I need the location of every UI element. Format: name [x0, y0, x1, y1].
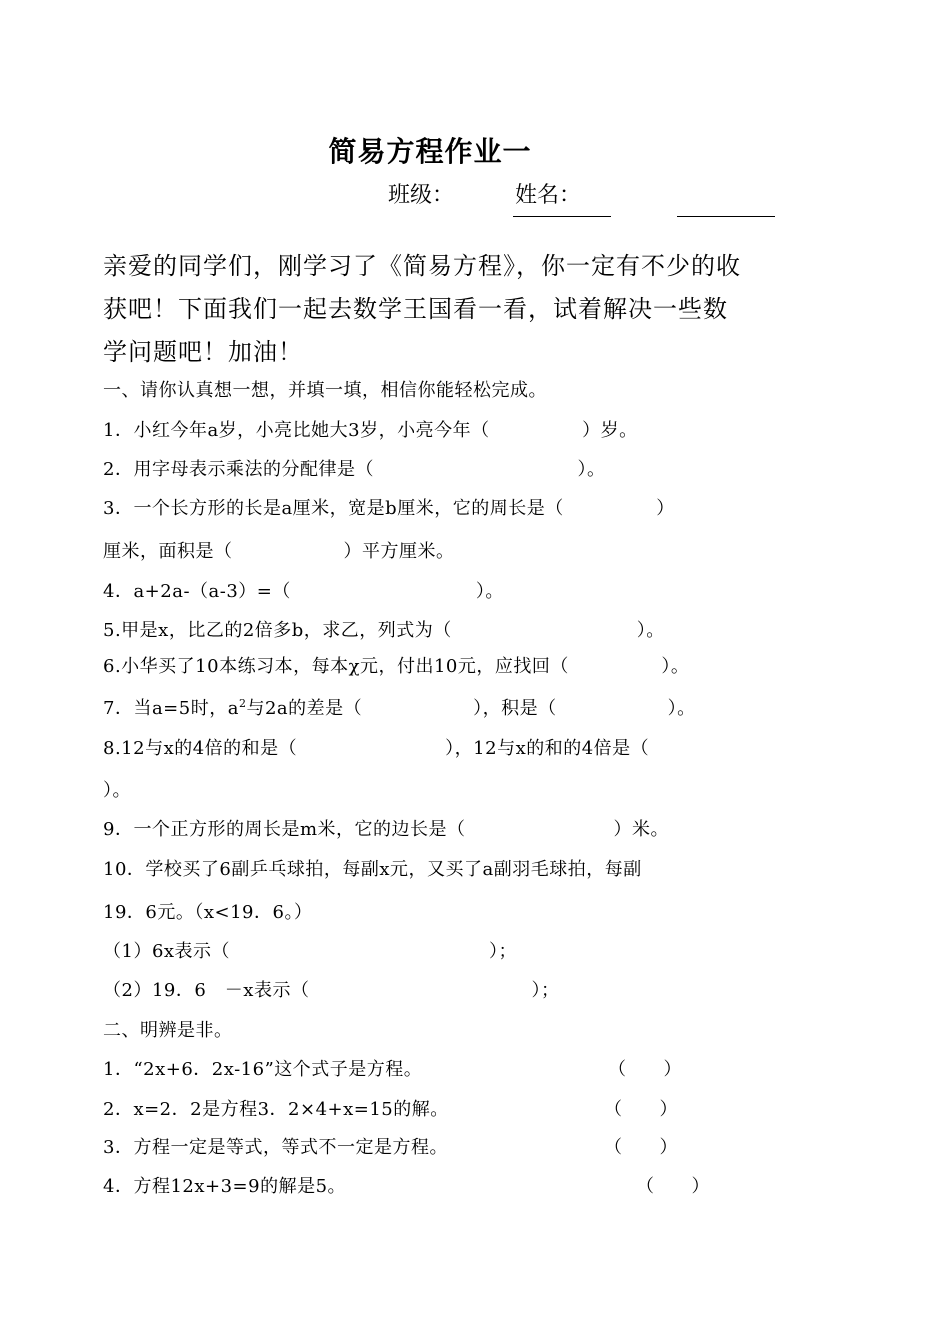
- page-title: 简易方程作业一: [328, 135, 532, 168]
- intro-line-1: 亲爱的同学们，刚学习了《简易方程》，你一定有不少的收: [103, 252, 741, 280]
- fill-question-3b: 厘米，面积是（ ）平方厘米。: [103, 541, 455, 562]
- fill-question-4: 4．a+2a-（a-3）=（ ）。: [103, 581, 504, 602]
- judge-answer-paren-3[interactable]: （ ）: [604, 1137, 678, 1158]
- judge-question-3: 3．方程一定是等式，等式不一定是方程。: [103, 1137, 448, 1158]
- fill-question-6: 6.小华买了10本练习本，每本χ元，付出10元，应找回（ ）。: [103, 656, 690, 677]
- judge-question-2: 2．x=2．2是方程3．2×4+x=15的解。: [103, 1099, 449, 1120]
- judge-answer-paren-2[interactable]: （ ）: [604, 1099, 678, 1120]
- fill-question-1: 1．小红今年a岁，小亮比她大3岁，小亮今年（ ）岁。: [103, 420, 638, 441]
- judge-question-1: 1．“2x+6．2x-16”这个式子是方程。: [103, 1059, 423, 1080]
- intro-line-3: 学问题吧！加油！: [103, 338, 303, 366]
- fill-question-3a: 3．一个长方形的长是a厘米，宽是b厘米，它的周长是（ ）: [103, 498, 675, 519]
- fill-question-10b: 19．6元。（x<19．6。）: [103, 902, 313, 923]
- fill-question-5: 5.甲是x，比乙的2倍多b，求乙，列式为（ ）。: [103, 620, 665, 641]
- fill-question-2: 2．用字母表示乘法的分配律是（ ）。: [103, 459, 606, 480]
- q7-suffix: 与2a的差是（ ），积是（ ）。: [246, 698, 696, 719]
- fill-question-10a: 10．学校买了6副乒乓球拍，每副x元，又买了a副羽毛球拍，每副: [103, 859, 642, 880]
- judge-answer-paren-4[interactable]: （ ）: [636, 1176, 710, 1197]
- fill-question-7: [103, 694, 696, 720]
- intro-line-2: 获吧！下面我们一起去数学王国看一看，试着解决一些数: [103, 295, 728, 323]
- judge-answer-paren-1[interactable]: （ ）: [608, 1059, 682, 1080]
- class-blank-line[interactable]: [513, 216, 611, 217]
- section2-heading: 二、明辨是非。: [103, 1020, 233, 1041]
- fill-question-8a: 8.12与x的4倍的和是（ ），12与x的和的4倍是（: [103, 738, 650, 759]
- name-label: 姓名：: [515, 183, 582, 208]
- name-blank-line[interactable]: [677, 216, 775, 217]
- section1-heading: 一、请你认真想一想，并填一填，相信你能轻松完成。: [103, 380, 547, 401]
- fill-question-10d: （2）19．6 －x表示（ ）；: [103, 980, 560, 1001]
- judge-question-4: 4．方程12x+3=9的解是5。: [103, 1176, 347, 1197]
- q7-exponent: 2: [238, 697, 247, 710]
- fill-question-10c: （1）6x表示（ ）；: [103, 941, 518, 962]
- class-label: 班级：: [388, 183, 455, 208]
- fill-question-9: 9．一个正方形的周长是m米，它的边长是（ ）米。: [103, 819, 670, 840]
- fill-question-8b: ）。: [103, 780, 131, 801]
- q7-prefix: 7．当a=5时，a: [103, 698, 239, 719]
